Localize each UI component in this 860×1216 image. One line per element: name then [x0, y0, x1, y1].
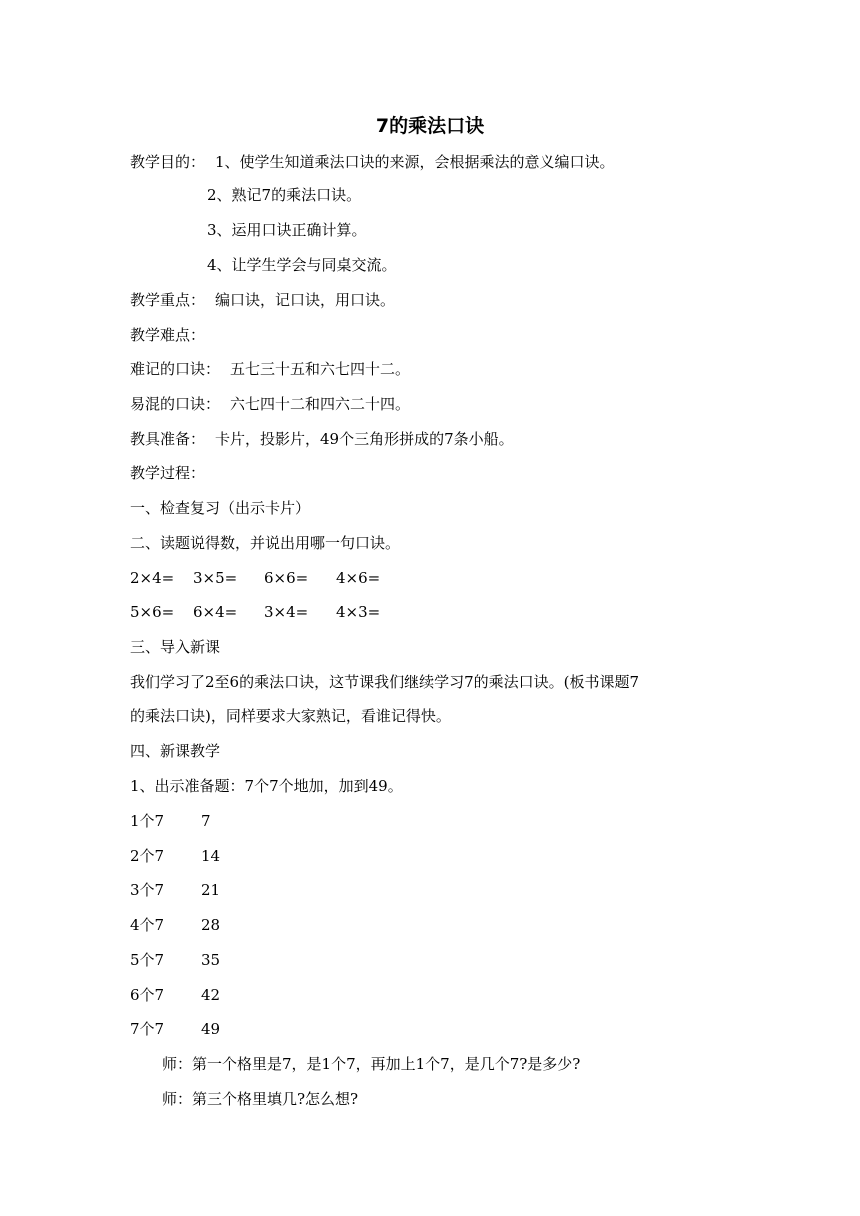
exercise-item: 2×4=: [130, 569, 175, 587]
process-label: 教学过程：: [130, 464, 206, 482]
goal-item-2: 2、熟记7的乘法口诀。: [207, 186, 362, 204]
table-row: [130, 950, 220, 970]
exercise-item: 6×6=: [264, 569, 309, 587]
table-sum: 7: [201, 812, 211, 830]
hard-recall-label: 难记的口诀：: [130, 360, 221, 378]
exercise-item: 3×4=: [264, 603, 309, 621]
intro-line-1: 我们学习了2至6的乘法口诀，这节课我们继续学习7的乘法口诀。(板书课题7: [130, 673, 640, 691]
materials-text: 卡片，投影片，49个三角形拼成的7条小船。: [215, 430, 514, 448]
exercise-row-2: [130, 602, 380, 622]
key-points-text: 编口诀，记口诀，用口诀。: [215, 291, 396, 309]
exercise-item: 5×6=: [130, 603, 175, 621]
table-sum: 14: [201, 847, 221, 865]
section-review: 一、检查复习（出示卡片）: [130, 499, 311, 517]
exercise-row-1: [130, 568, 380, 588]
goal-item-1: 1、使学生知道乘法口诀的来源，会根据乘法的意义编口诀。: [215, 153, 615, 171]
section-intro: 三、导入新课: [130, 638, 221, 656]
exercise-item: 3×5=: [193, 569, 238, 587]
materials-label: 教具准备：: [130, 430, 206, 448]
table-row: [130, 985, 220, 1005]
key-points-line: [130, 290, 395, 310]
confusable-text: 六七四十二和四六二十四。: [230, 395, 411, 413]
confusable-line: [130, 394, 410, 414]
table-count: 7个7: [130, 1020, 165, 1038]
table-row: [130, 846, 220, 866]
key-points-label: 教学重点：: [130, 291, 206, 309]
hard-recall-line: [130, 359, 410, 379]
section-new-lesson: 四、新课教学: [130, 742, 221, 760]
goal-line-1: [130, 152, 615, 172]
hard-recall-text: 五七三十五和六七四十二。: [230, 360, 411, 378]
table-count: 4个7: [130, 916, 165, 934]
table-count: 5个7: [130, 951, 165, 969]
table-row: [130, 1019, 220, 1039]
exercise-item: 4×3=: [336, 603, 381, 621]
table-sum: 42: [201, 986, 221, 1004]
exercise-item: 6×4=: [193, 603, 238, 621]
difficulties-label: 教学难点：: [130, 326, 206, 344]
prep-question: 1、出示准备题：7个7个地加，加到49。: [130, 777, 403, 795]
materials-line: [130, 429, 514, 449]
teacher-line-1: 师：第一个格里是7，是1个7，再加上1个7，是几个7?是多少?: [162, 1055, 581, 1073]
table-count: 1个7: [130, 812, 165, 830]
document-title: 7的乘法口诀: [375, 115, 485, 137]
goal-item-4: 4、让学生学会与同桌交流。: [207, 256, 397, 274]
goals-label: 教学目的：: [130, 153, 206, 171]
table-count: 2个7: [130, 847, 165, 865]
table-row: [130, 915, 220, 935]
table-sum: 21: [201, 881, 221, 899]
teacher-line-2: 师：第三个格里填几?怎么想?: [162, 1090, 359, 1108]
table-sum: 49: [201, 1020, 221, 1038]
exercise-item: 4×6=: [336, 569, 381, 587]
section-oral: 二、读题说得数，并说出用哪一句口诀。: [130, 534, 401, 552]
table-count: 6个7: [130, 986, 165, 1004]
goal-item-3: 3、运用口诀正确计算。: [207, 221, 367, 239]
table-row: [130, 880, 220, 900]
table-count: 3个7: [130, 881, 165, 899]
table-row: [130, 811, 211, 831]
table-sum: 35: [201, 951, 221, 969]
confusable-label: 易混的口诀：: [130, 395, 221, 413]
table-sum: 28: [201, 916, 221, 934]
intro-line-2: 的乘法口诀)，同样要求大家熟记，看谁记得快。: [130, 707, 451, 725]
